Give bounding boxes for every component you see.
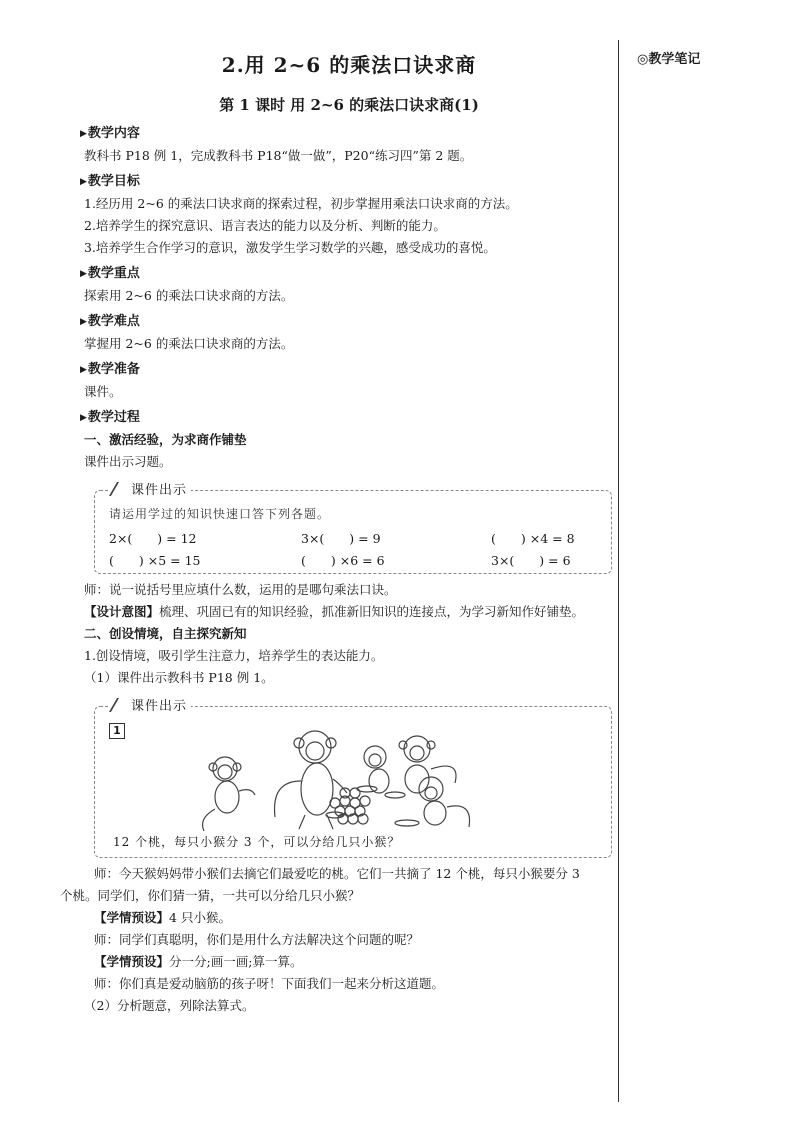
lesson-subtitle: 第 1 课时 用 2~6 的乘法口诀求商(1) <box>219 96 479 114</box>
story-line: 师：今天猴妈妈带小猴们去摘它们最爱吃的桃。它们一共摘了 12 个桃，每只小猴要分 3 <box>94 866 580 881</box>
section-heading-key: ▶教学重点 <box>80 264 610 284</box>
exercise-prompt: 请运用学过的知识快速口答下列各题。 <box>109 507 331 521</box>
teacher-line: 师：你们真是爱动脑筋的孩子呀！下面我们一起来分析这道题。 <box>94 976 445 991</box>
difficulty-text: 掌握用 2~6 的乘法口诀求商的方法。 <box>84 336 294 351</box>
student-prediction: 【学情预设】4 只小猴。 <box>94 910 231 925</box>
section-heading-difficulty: ▶教学难点 <box>80 312 610 332</box>
bullet-marker-icon: ▶ <box>80 269 87 279</box>
slash-icon <box>109 482 131 496</box>
equation: 2×( ) = 12 <box>109 531 197 546</box>
equation: 3×( ) = 6 <box>491 553 571 568</box>
notes-label: ◎教学笔记 <box>637 52 701 67</box>
part2-point3: （2）分析题意，列除法算式。 <box>84 998 255 1013</box>
teacher-line: 师：同学们真聪明，你们是用什么方法解决这个问题的呢？ <box>94 932 420 947</box>
bullet-marker-icon: ▶ <box>80 317 87 327</box>
part2-point2: （1）课件出示教科书 P18 例 1。 <box>84 670 274 685</box>
example-badge: 1 <box>109 723 125 739</box>
section-heading-prep: ▶教学准备 <box>80 360 610 380</box>
story-line: 个桃。同学们，你们猜一猜，一共可以分给几只小猴？ <box>60 888 361 903</box>
equation: 3×( ) = 9 <box>301 531 381 546</box>
bullet-marker-icon: ▶ <box>80 177 87 187</box>
example-question: 12 个桃，每只小猴分 3 个，可以分给几只小猴？ <box>113 835 401 849</box>
lesson-plan <box>60 44 614 1018</box>
student-prediction: 【学情预设】分一分;画一画;算一算。 <box>94 954 303 969</box>
equation: ( ) ×6 = 6 <box>301 553 385 568</box>
courseware-tag: 课件出示 <box>109 479 191 498</box>
courseware-box-exercises <box>94 483 612 574</box>
teacher-line: 师：说一说括号里应填什么数，运用的是哪句乘法口诀。 <box>84 582 397 597</box>
prep-text: 课件。 <box>84 384 122 399</box>
page-title: 2.用 2~6 的乘法口诀求商 <box>221 53 477 77</box>
bullet-marker-icon: ▶ <box>80 413 87 423</box>
monkeys-peaches-illustration <box>195 719 495 831</box>
goal-item: 3.培养学生合作学习的意识，激发学生学习数学的兴趣，感受成功的喜悦。 <box>84 240 496 255</box>
notes-divider <box>618 40 619 1102</box>
part2-point1: 1.创设情境，吸引学生注意力，培养学生的表达能力。 <box>84 648 384 663</box>
part1-heading: 一、激活经验，为求商作铺垫 <box>84 432 247 447</box>
part2-heading: 二、创设情境，自主探究新知 <box>84 626 247 641</box>
section-heading-goals: ▶教学目标 <box>80 172 610 192</box>
content-text: 教科书 P18 例 1，完成教科书 P18“做一做”，P20“练习四”第 2 题。 <box>84 148 473 163</box>
part1-intro: 课件出示习题。 <box>84 454 172 469</box>
equation: ( ) ×4 = 8 <box>491 531 575 546</box>
design-intent: 【设计意图】梳理、巩固已有的知识经验，抓准新旧知识的连接点，为学习新知作好铺垫。 <box>84 604 585 619</box>
bullet-marker-icon: ▶ <box>80 365 87 375</box>
goal-item: 2.培养学生的探究意识、语言表达的能力以及分析、判断的能力。 <box>84 218 446 233</box>
slash-icon <box>109 698 131 712</box>
key-text: 探索用 2~6 的乘法口诀求商的方法。 <box>84 288 294 303</box>
section-heading-process: ▶教学过程 <box>80 408 610 428</box>
section-heading-content: ▶教学内容 <box>80 124 610 144</box>
courseware-box-example <box>94 699 612 858</box>
courseware-tag: 课件出示 <box>109 695 191 714</box>
goal-item: 1.经历用 2~6 的乘法口诀求商的探索过程，初步掌握用乘法口诀求商的方法。 <box>84 196 518 211</box>
bullet-marker-icon: ▶ <box>80 129 87 139</box>
equation: ( ) ×5 = 15 <box>109 553 201 568</box>
